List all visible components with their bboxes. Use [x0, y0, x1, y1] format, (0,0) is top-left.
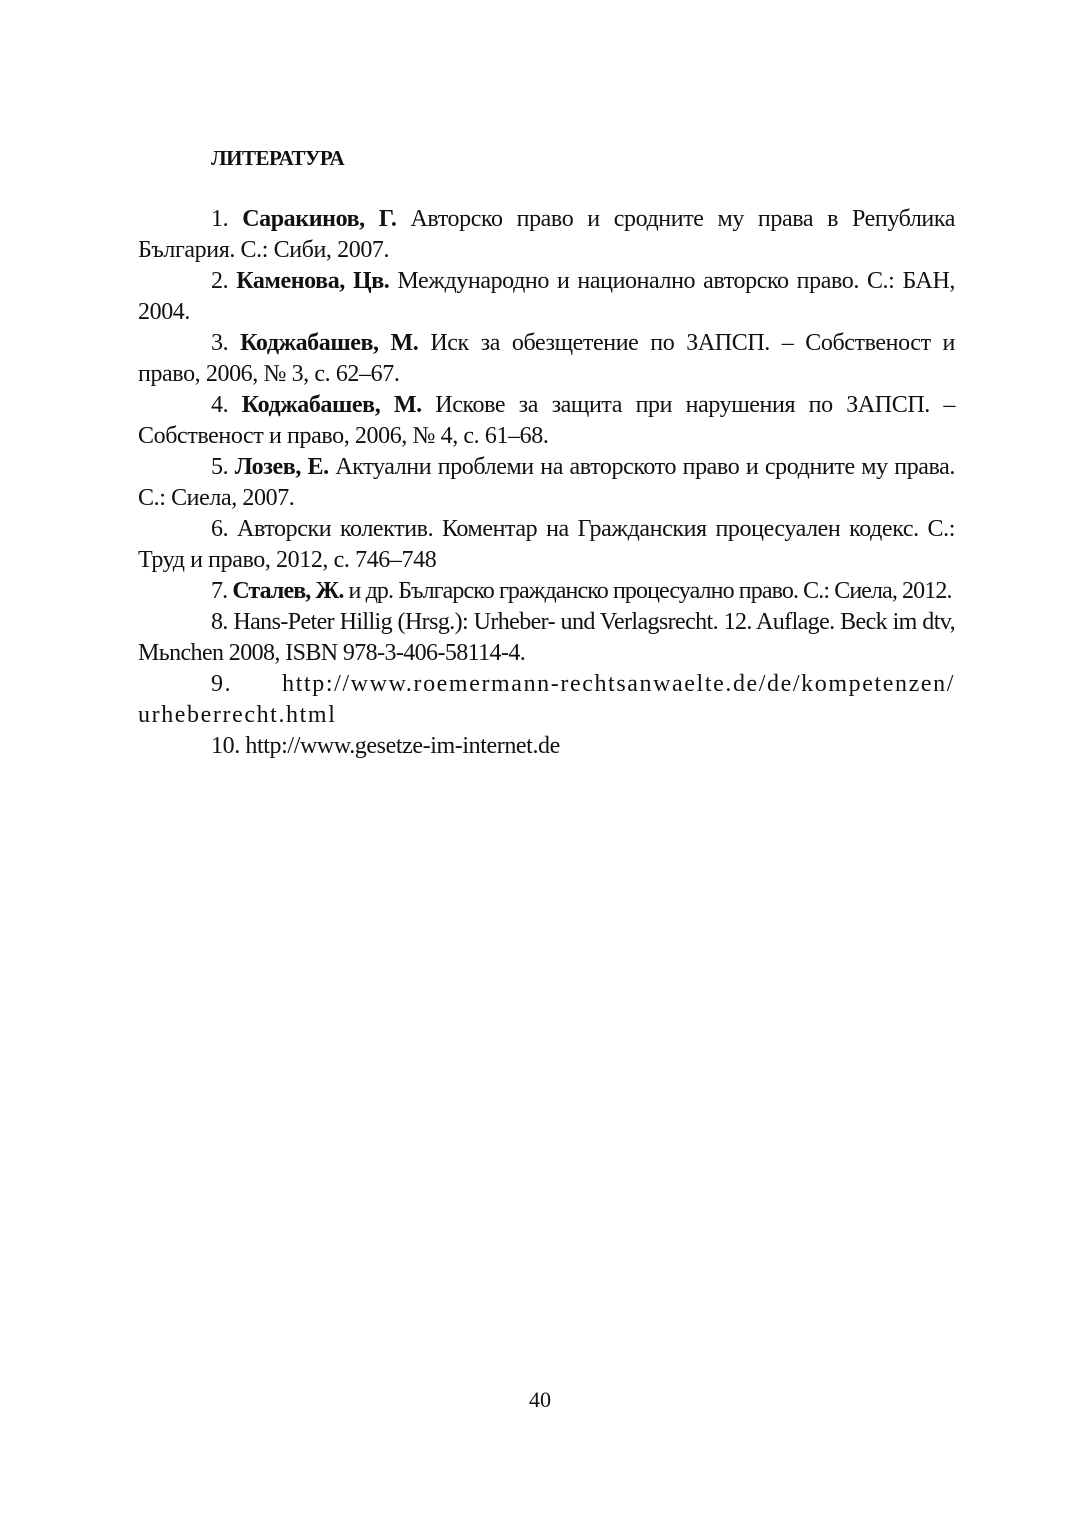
reference-item — [138, 514, 955, 576]
reference-number: 9. — [211, 671, 233, 697]
reference-text: Hans-Peter Hillig (Hrsg.): Urheber- und Verlagsrecht. 12. Auflage. Beck im dtv, Мьnchen 2008, ISBN 978-3-406-58114-4. — [138, 609, 956, 666]
reference-number: 7. — [211, 578, 228, 604]
reference-item — [138, 576, 955, 607]
reference-number: 10. — [211, 733, 240, 759]
reference-text: Авторско право и сродните му права в Република България. С.: Сиби, 2007. — [138, 206, 955, 263]
reference-item — [138, 266, 955, 328]
reference-author: Каменова, Цв. — [236, 268, 390, 294]
reference-item — [138, 452, 955, 514]
reference-list — [138, 204, 955, 762]
reference-url: http://www.gesetze-im-internet.de — [245, 733, 560, 759]
reference-number: 8. — [211, 609, 228, 635]
reference-item — [138, 669, 955, 731]
reference-author: Коджабашев, М. — [240, 330, 419, 356]
reference-number: 4. — [211, 392, 229, 418]
section-heading: ЛИТЕРАТУРА — [211, 146, 345, 170]
reference-author: Лозев, Е. — [234, 454, 329, 480]
reference-item — [138, 731, 955, 762]
page-number: 40 — [529, 1387, 551, 1412]
reference-url: http://www.roemermann-rechtsanwaelte.de/de/kompetenzen/ urheberrecht.html — [138, 671, 955, 728]
reference-item — [138, 204, 955, 266]
reference-item — [138, 607, 955, 669]
reference-text: Авторски колектив. Коментар на Гражданския процесуален кодекс. С.: Труд и право, 2012, с. 746–748 — [138, 516, 955, 573]
reference-number: 6. — [211, 516, 229, 542]
reference-text: и др. Българско гражданско процесуално право. С.: Сиела, 2012. — [348, 578, 952, 604]
reference-text: Искове за защита при нарушения по ЗАПСП. – Собственост и право, 2006, № 4, с. 61–68. — [138, 392, 955, 449]
reference-text: Международно и национално авторско право. С.: БАН, 2004. — [138, 268, 955, 325]
reference-number: 2. — [211, 268, 229, 294]
reference-item — [138, 328, 955, 390]
reference-text: Иск за обезщетение по ЗАПСП. – Собственост и право, 2006, № 3, с. 62–67. — [138, 330, 955, 387]
reference-author: Саракинов, Г. — [242, 206, 397, 232]
reference-number: 3. — [211, 330, 229, 356]
reference-author: Сталев, Ж. — [232, 578, 344, 604]
reference-author: Коджабашев, М. — [241, 392, 422, 418]
reference-number: 1. — [211, 206, 229, 232]
reference-text: Актуални проблеми на авторското право и сродните му права. С.: Сиела, 2007. — [138, 454, 956, 511]
reference-number: 5. — [211, 454, 229, 480]
reference-item — [138, 390, 955, 452]
